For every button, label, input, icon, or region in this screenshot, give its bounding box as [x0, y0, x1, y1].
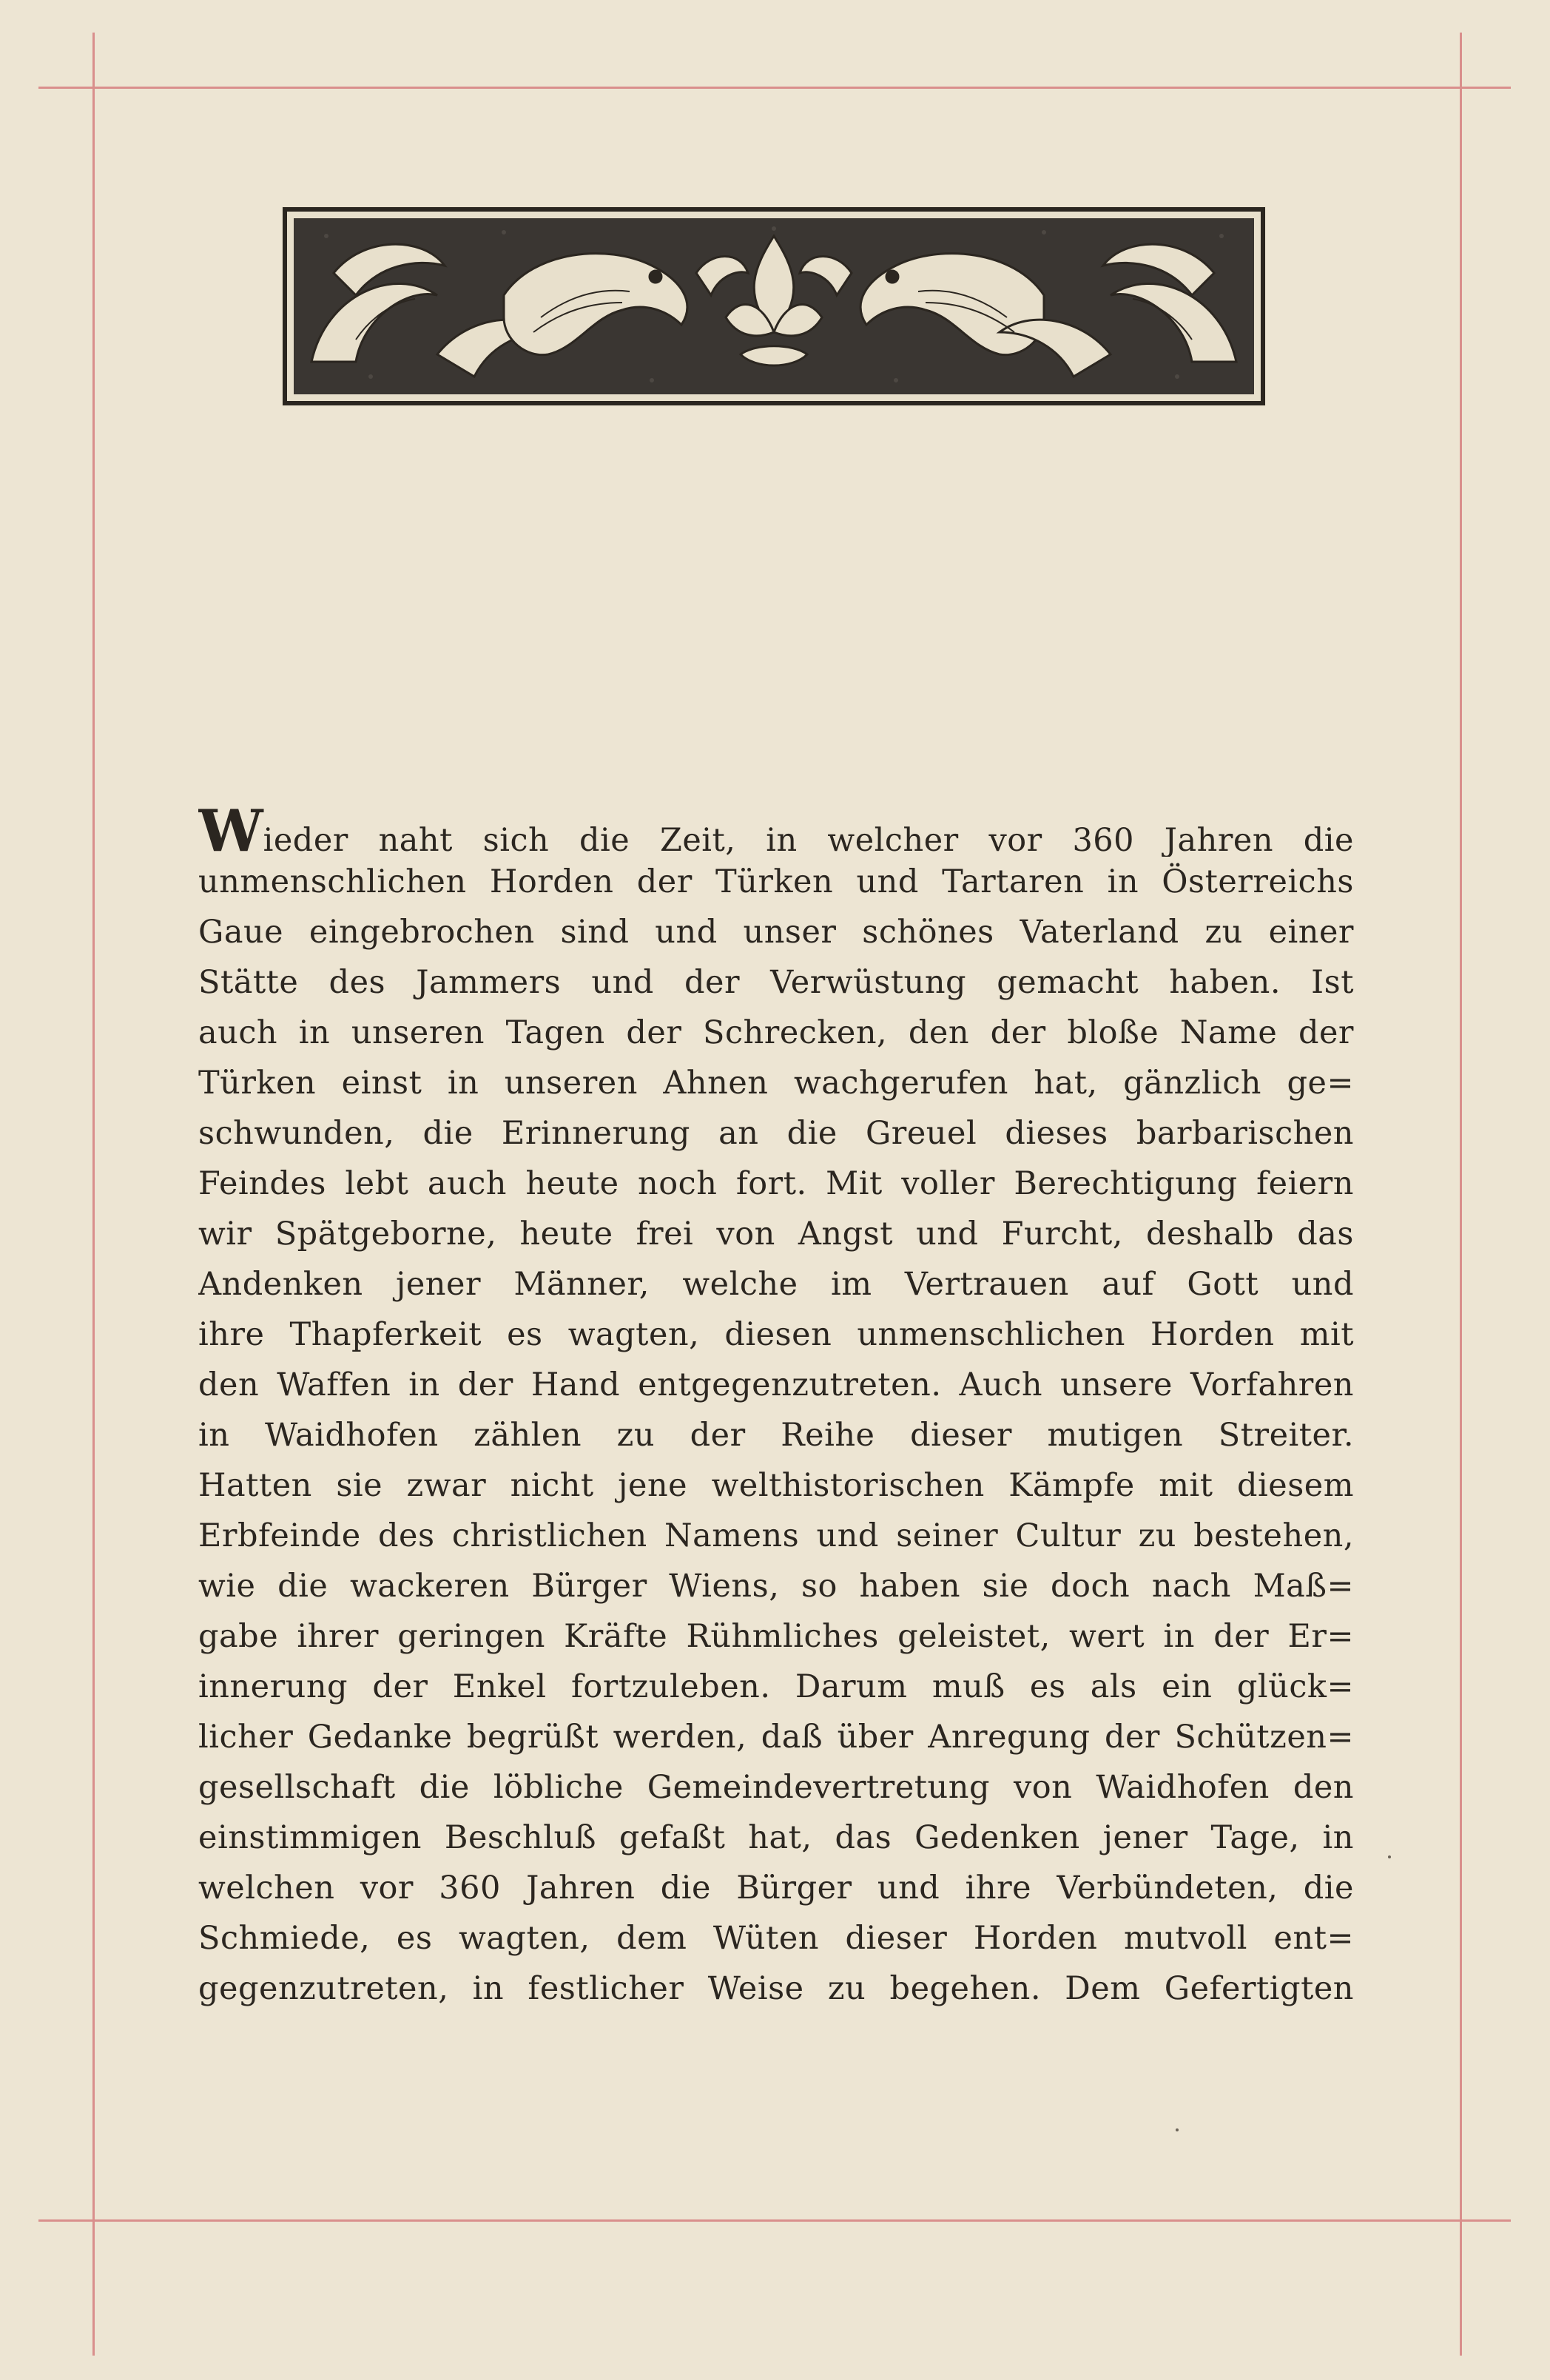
paragraph-line: gesellschaft die löbliche Gemeindevertretung von Waidhofen den: [198, 1769, 1354, 1806]
paragraph-line: Gaue eingebrochen sind und unser schönes Vaterland zu einer: [198, 914, 1354, 951]
paragraph-line: Andenken jener Männer, welche im Vertrauen auf Gott und: [198, 1266, 1354, 1303]
paragraph-line: Feindes lebt auch heute noch fort. Mit voller Berechtigung feiern: [198, 1165, 1354, 1202]
headpiece-ornament: [282, 206, 1266, 406]
paragraph-line: auch in unseren Tagen der Schrecken, den der bloße Name der: [198, 1014, 1354, 1051]
paragraph-line: wir Spätgeborne, heute frei von Angst und Furcht, deshalb das: [198, 1216, 1354, 1253]
paragraph-line: licher Gedanke begrüßt werden, daß über Anregung der Schützen=: [198, 1719, 1354, 1756]
frame-rule-top: [38, 87, 1511, 89]
paper-speck: [1176, 2128, 1179, 2131]
paragraph-line: unmenschlichen Horden der Türken und Tartaren in Österreichs: [198, 863, 1354, 900]
paper-speck: [1388, 1855, 1391, 1858]
body-paragraph: [198, 806, 1354, 2014]
paragraph-line: gegenzutreten, in festlicher Weise zu begehen. Dem Gefertigten: [198, 1970, 1354, 2007]
paragraph-line: innerung der Enkel fortzuleben. Darum muß es als ein glück=: [198, 1668, 1354, 1705]
paragraph-line: Türken einst in unseren Ahnen wachgerufen hat, gänzlich ge=: [198, 1065, 1354, 1102]
paragraph-line: einstimmigen Beschluß gefaßt hat, das Gedenken jener Tage, in: [198, 1819, 1354, 1856]
frame-rule-bottom: [38, 2219, 1511, 2222]
paragraph-line: wie die wackeren Bürger Wiens, so haben sie doch nach Maß=: [198, 1568, 1354, 1605]
paragraph-line: gabe ihrer geringen Kräfte Rühmliches geleistet, wert in der Er=: [198, 1618, 1354, 1655]
paragraph-line-1: [198, 806, 1354, 857]
paragraph-line: ihre Thapferkeit es wagten, diesen unmenschlichen Horden mit: [198, 1316, 1354, 1353]
drop-capital: W: [198, 806, 260, 857]
paragraph-line: welchen vor 360 Jahren die Bürger und ihre Verbündeten, die: [198, 1870, 1354, 1907]
paragraph-line: Stätte des Jammers und der Verwüstung gemacht haben. Ist: [198, 964, 1354, 1001]
paragraph-line: schwunden, die Erinnerung an die Greuel dieses barbarischen: [198, 1115, 1354, 1152]
frame-rule-right: [1460, 33, 1462, 2356]
frame-rule-left: [92, 33, 95, 2356]
paragraph-line: Erbfeinde des christlichen Namens und seiner Cultur zu bestehen,: [198, 1517, 1354, 1554]
paragraph-line: Schmiede, es wagten, dem Wüten dieser Horden mutvoll ent=: [198, 1920, 1354, 1957]
paragraph-line-text: ieder naht sich die Zeit, in welcher vor 360 Jahren die: [263, 822, 1354, 857]
paragraph-line: Hatten sie zwar nicht jene welthistorischen Kämpfe mit diesem: [198, 1467, 1354, 1504]
paragraph-line: den Waffen in der Hand entgegenzutreten. Auch unsere Vorfahren: [198, 1366, 1354, 1403]
paragraph-line: in Waidhofen zählen zu der Reihe dieser mutigen Streiter.: [198, 1417, 1354, 1454]
